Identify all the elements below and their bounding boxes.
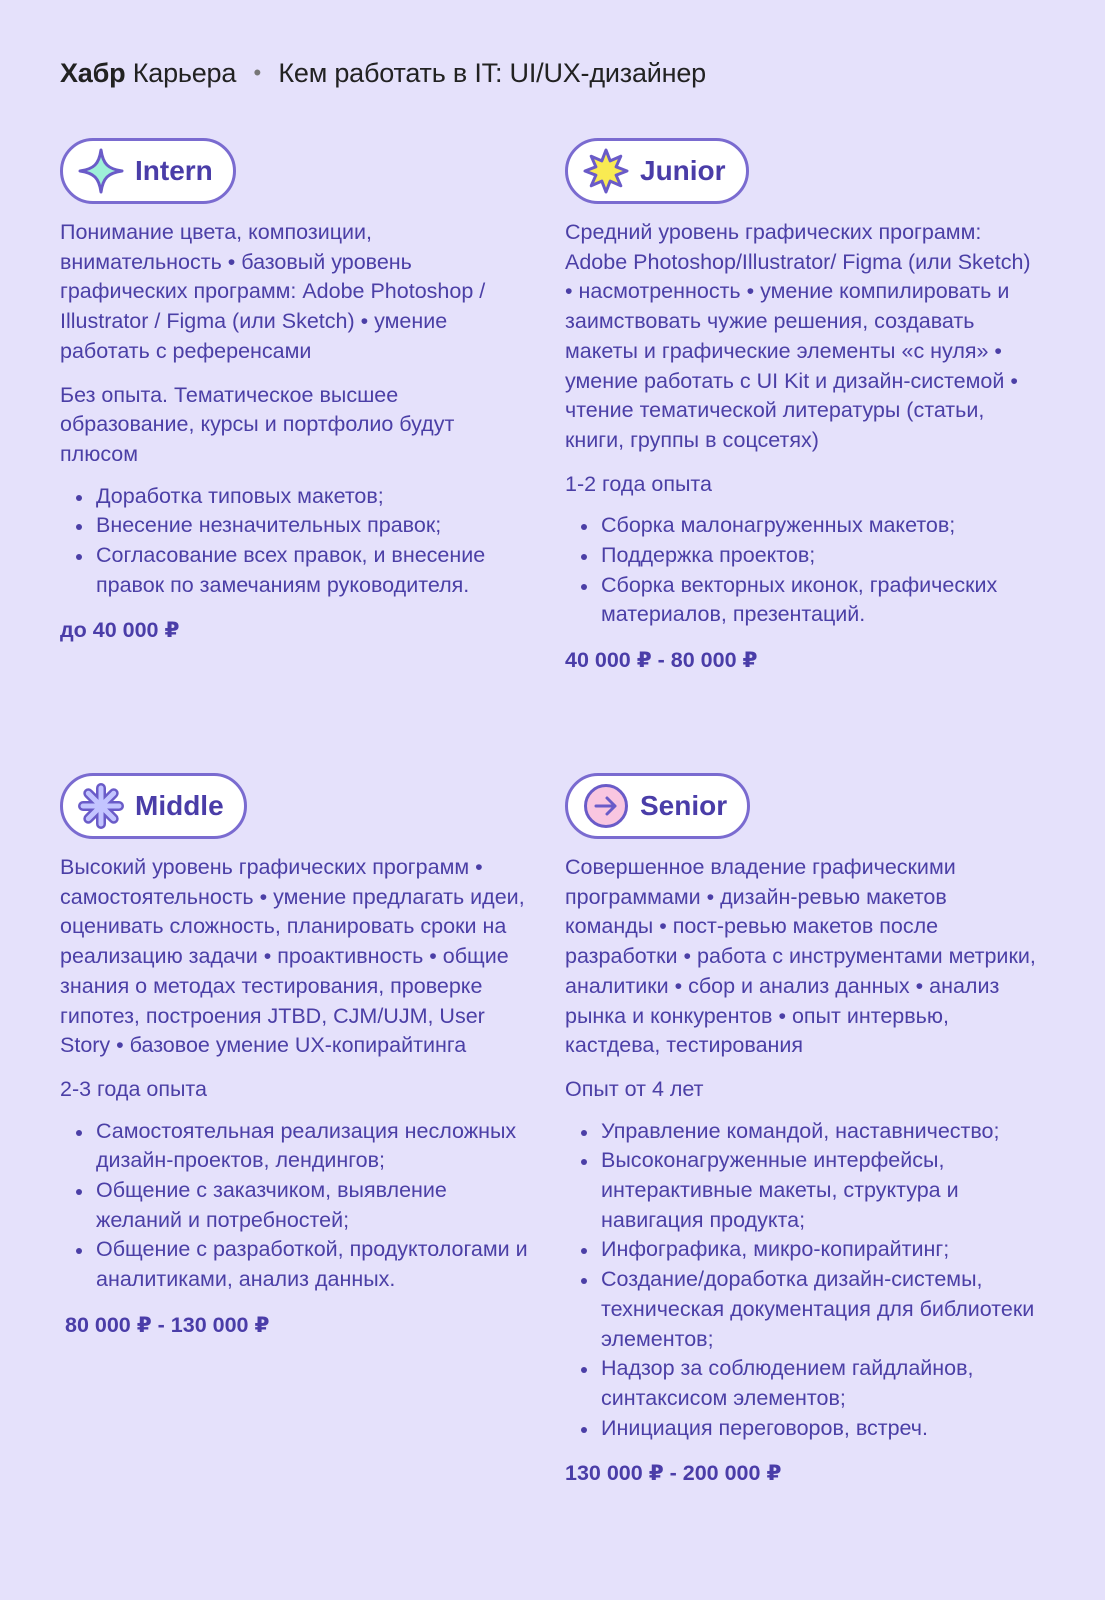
level-skills: Средний уровень графических программ: Adobe Photoshop/Illustrator/ Figma (или Sketch) • насмотренность • умение компилировать и заимствовать чужие решения, создавать макеты и графические элементы «с нуля» • умение работать с UI Kit и дизайн-системой • чтение тематической литературы (статьи, книги, группы в соцсетях) xyxy=(565,220,1031,452)
eight-point-star-icon xyxy=(582,147,630,195)
page-header xyxy=(60,58,706,89)
level-tasks xyxy=(565,1117,1040,1444)
level-salary: 130 000 ₽ - 200 000 ₽ xyxy=(565,1461,782,1486)
task-item: Инфографика, микро-копирайтинг; xyxy=(601,1235,1040,1265)
level-tasks xyxy=(60,482,535,601)
level-experience: Без опыта. Тематическое высшее образование, курсы и портфолио будут плюсом xyxy=(60,382,455,466)
level-label: Intern xyxy=(135,155,213,186)
level-badge-middle xyxy=(60,773,247,839)
level-label: Middle xyxy=(135,790,224,821)
task-item: Общение с заказчиком, выявление желаний и потребностей; xyxy=(96,1176,535,1235)
level-badge-senior xyxy=(565,773,750,839)
header-separator: • xyxy=(253,60,262,85)
level-badge-intern xyxy=(60,138,236,204)
task-item: Внесение незначительных правок; xyxy=(96,511,535,541)
task-item: Сборка малонагруженных макетов; xyxy=(601,511,1040,541)
level-tasks xyxy=(60,1117,535,1295)
level-card-intern xyxy=(60,138,535,643)
level-salary: 40 000 ₽ - 80 000 ₽ xyxy=(565,648,758,673)
level-tasks xyxy=(565,511,1040,630)
arrow-right-circle-icon xyxy=(582,782,630,830)
level-salary: до 40 000 ₽ xyxy=(60,618,180,643)
task-item: Самостоятельная реализация несложных дизайн-проектов, лендингов; xyxy=(96,1117,535,1176)
task-item: Общение с разработкой, продуктологами и аналитиками, анализ данных. xyxy=(96,1235,535,1294)
level-experience: 1-2 года опыта xyxy=(565,471,712,496)
level-label: Junior xyxy=(640,155,726,186)
page-title: Кем работать в IT: UI/UX-дизайнер xyxy=(278,58,706,88)
level-experience: 2-3 года опыта xyxy=(60,1076,207,1101)
task-item: Доработка типовых макетов; xyxy=(96,482,535,512)
level-salary: 80 000 ₽ - 130 000 ₽ xyxy=(65,1312,270,1337)
level-skills: Понимание цвета, композиции, внимательность • базовый уровень графических программ: Adobe Photoshop / Illustrator / Figma (или Sketch) • умение работать с референсами xyxy=(60,220,486,363)
level-skills: Совершенное владение графическими программами • дизайн-ревью макетов команды • пост-ревью макетов после разработки • работа с инструментами метрики, аналитики • сбор и анализ данных • анализ рынка и конкурентов • опыт интервью, кастдева, тестирования xyxy=(565,855,1036,1058)
task-item: Высоконагруженные интерфейсы, интерактивные макеты, структура и навигация продукта; xyxy=(601,1146,1040,1235)
level-label: Senior xyxy=(640,790,728,821)
four-point-star-icon xyxy=(77,147,125,195)
level-badge-junior xyxy=(565,138,749,204)
task-item: Согласование всех правок, и внесение правок по замечаниям руководителя. xyxy=(96,541,535,600)
task-item: Инициация переговоров, встреч. xyxy=(601,1414,1040,1444)
brand-section: Карьера xyxy=(132,58,237,88)
task-item: Поддержка проектов; xyxy=(601,541,1040,571)
brand-name: Хабр xyxy=(60,58,126,88)
task-item: Надзор за соблюдением гайдлайнов, синтаксисом элементов; xyxy=(601,1354,1040,1413)
level-card-senior xyxy=(565,773,1040,1486)
level-experience: Опыт от 4 лет xyxy=(565,1076,704,1101)
level-card-middle xyxy=(60,773,535,1338)
asterisk-flower-icon xyxy=(77,782,125,830)
task-item: Управление командой, наставничество; xyxy=(601,1117,1040,1147)
level-card-junior xyxy=(565,138,1040,673)
level-skills: Высокий уровень графических программ • самостоятельность • умение предлагать идеи, оценивать сложность, планировать сроки на реализацию задачи • проактивность • общие знания о методах тестирования, проверке гипотез, построения JTBD, CJM/UJM, User Story • базовое умение UX-копирайтинга xyxy=(60,855,525,1058)
task-item: Сборка векторных иконок, графических материалов, презентаций. xyxy=(601,571,1040,630)
task-item: Создание/доработка дизайн-системы, техническая документация для библиотеки элементов; xyxy=(601,1265,1040,1354)
